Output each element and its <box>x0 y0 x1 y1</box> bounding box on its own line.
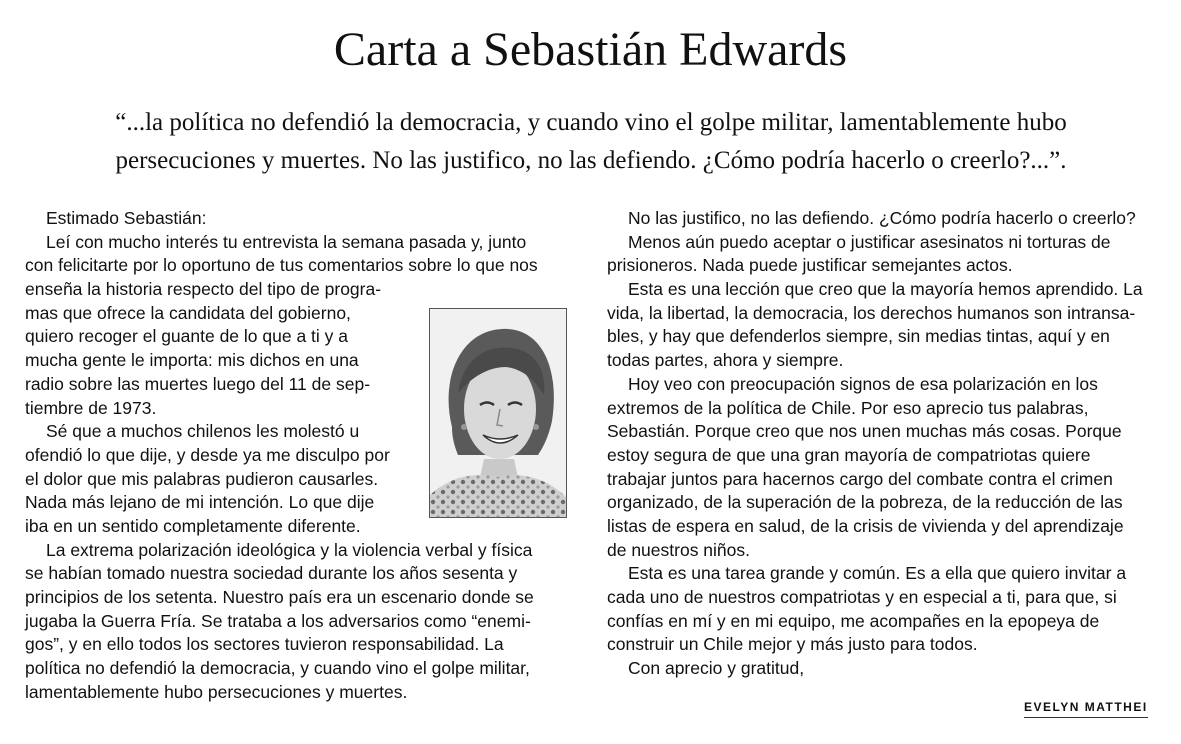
body-text-line: Esta es una lección que creo que la mayoría hemos aprendido. La <box>628 279 1143 300</box>
body-text-line: Con aprecio y gratitud, <box>628 658 805 679</box>
body-text-line: Menos aún puedo aceptar o justificar asesinatos ni torturas de <box>628 231 1111 252</box>
author-signature: EVELYN MATTHEI <box>1024 700 1148 718</box>
pull-quote <box>16 104 1166 180</box>
body-text-line: principios de los setenta. Nuestro país era un escenario donde se <box>25 587 534 607</box>
body-text-line: prisioneros. Nada puede justificar semejantes actos. <box>607 255 1013 276</box>
body-text-line: extremos de la política de Chile. Por eso aprecio tus palabras, <box>607 397 1089 418</box>
body-text-line: iba en un sentido completamente diferente. <box>25 515 361 536</box>
body-text-line: jugaba la Guerra Fría. Se trataba a los adversarios como “enemi- <box>25 610 531 631</box>
body-text-line: Sebastián. Porque creo que nos unen muchas más cosas. Porque <box>607 421 1122 442</box>
body-text-line: política no defendió la democracia, y cuando vino el golpe militar, <box>25 658 530 679</box>
body-text-line: se habían tomado nuestra sociedad durante los años sesenta y <box>25 563 518 584</box>
body-text-line: mas que ofrece la candidata del gobierno, <box>25 302 351 323</box>
body-text-line: radio sobre las muertes luego del 11 de sep- <box>25 373 371 394</box>
body-text-line: La extrema polarización ideológica y la violencia verbal y física <box>46 539 533 560</box>
article-title: Carta a Sebastián Edwards <box>333 23 848 76</box>
right-column <box>607 207 1152 681</box>
body-text-line: quiero recoger el guante de lo que a ti y a <box>25 326 348 347</box>
body-text-line: vida, la libertad, la democracia, los derechos humanos son intransa- <box>607 302 1136 323</box>
body-text-line: construir un Chile mejor y más justo para todos. <box>607 634 978 655</box>
body-text-line: tiembre de 1973. <box>25 397 157 418</box>
body-text-line: cada uno de nuestros compatriotas y en especial a ti, para que, si <box>607 587 1117 607</box>
body-text-line: gos”, y en ello todos los sectores tuvieron responsabilidad. La <box>25 634 504 655</box>
author-photo <box>429 308 567 518</box>
body-text-line: No las justifico, no las defiendo. ¿Cómo podría hacerlo o creerlo? <box>628 208 1136 228</box>
portrait-image <box>430 309 566 517</box>
body-text-line: trabajar juntos para hacernos cargo del combate contra el crimen <box>607 468 1113 489</box>
body-text-line: Estimado Sebastián: <box>46 208 207 228</box>
body-text-line: Hoy veo con preocupación signos de esa polarización en los <box>628 373 1098 394</box>
body-text-line: lamentablemente hubo persecuciones y muertes. <box>25 681 408 702</box>
body-text-line: Esta es una tarea grande y común. Es a ella que quiero invitar a <box>628 563 1127 584</box>
body-text-line: bles, y hay que defenderlos siempre, sin medias tintas, aquí y en <box>607 326 1110 347</box>
body-text-line: de nuestros niños. <box>607 539 751 560</box>
body-text-line: Nada más lejano de mi intención. Lo que dije <box>25 492 375 513</box>
body-text-line: organizado, de la superación de la pobreza, de la reducción de las <box>607 492 1123 513</box>
body-text-line: con felicitarte por lo oportuno de tus comentarios sobre lo que nos <box>25 255 538 276</box>
body-text-line: Leí con mucho interés tu entrevista la semana pasada y, junto <box>46 231 527 252</box>
pull-quote-line: “...la política no defendió la democracia, y cuando vino el golpe militar, lamentablemente hubo <box>115 109 1067 136</box>
body-text-line: estoy segura de que una gran mayoría de compatriotas quiere <box>607 444 1091 465</box>
body-text-line: confías en mí y en mi equipo, me acompañes en la epopeya de <box>607 610 1100 631</box>
body-text-line: enseña la historia respecto del tipo de progra- <box>25 279 382 300</box>
body-text-line: Sé que a muchos chilenos les molestó u <box>46 421 360 442</box>
body-text-line: mucha gente le importa: mis dichos en una <box>25 350 359 371</box>
body-text-line: ofendió lo que dije, y desde ya me disculpo por <box>25 444 390 465</box>
body-text-line: el dolor que mis palabras pudieron causarles. <box>25 468 379 489</box>
body-text-line: todas partes, ahora y siempre. <box>607 350 844 371</box>
pull-quote-line: persecuciones y muertes. No las justifico, no las defiendo. ¿Cómo podría hacerlo o creerlo?...”. <box>115 147 1067 174</box>
body-text-line: listas de espera en salud, de la crisis de vivienda y del aprendizaje <box>607 515 1124 536</box>
